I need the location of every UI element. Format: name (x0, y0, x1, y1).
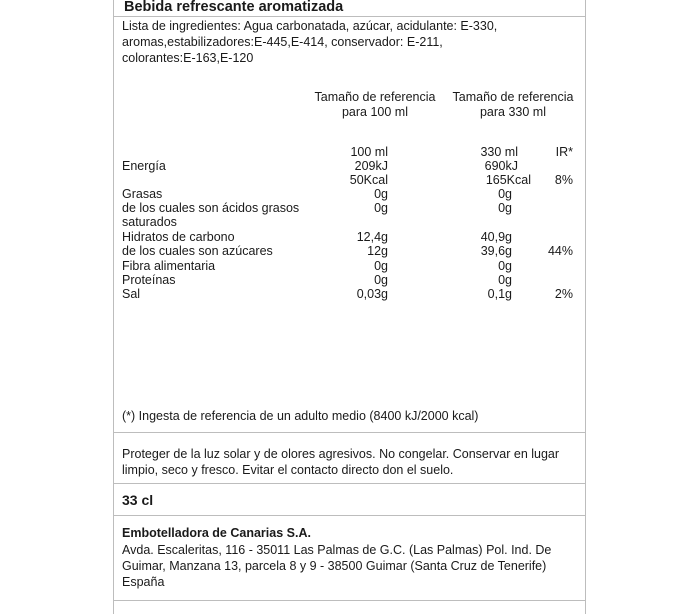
protein-label: Proteínas (122, 273, 176, 287)
fiber-label: Fibra alimentaria (122, 259, 216, 273)
address-line-2: Guimar, Manzana 13, parcela 8 y 9 - 38500 Guimar (Santa Cruz de Tenerife) (122, 559, 547, 573)
divider (113, 16, 586, 17)
salt-100: 0,03g (356, 287, 388, 301)
carbs-label: Hidratos de carbono (122, 230, 235, 244)
protein-100: 0g (374, 273, 388, 287)
address-line-1: Avda. Escaleritas, 116 - 35011 Las Palmas de G.C. (Las Palmas) Pol. Ind. De (122, 543, 552, 557)
energy-kcal-330: 165Kcal (485, 173, 531, 187)
saturated-100: 0g (374, 201, 388, 215)
sugars-label: de los cuales son azúcares (122, 244, 273, 258)
divider (113, 432, 586, 433)
col-100-header-line-2: para 100 ml (341, 105, 408, 119)
ingredients-line-3: colorantes:E-163,E-120 (122, 51, 254, 65)
saturated-330: 0g (498, 201, 512, 215)
carbs-330: 40,9g (480, 230, 512, 244)
fiber-330: 0g (498, 259, 512, 273)
col-330-header-line-1: Tamaño de referencia (452, 90, 574, 104)
fat-330: 0g (498, 187, 512, 201)
reference-intake-note: (*) Ingesta de referencia de un adulto medio (8400 kJ/2000 kcal) (122, 409, 479, 423)
energy-kj-330: 690kJ (484, 159, 518, 173)
manufacturer-name: Embotelladora de Canarias S.A. (122, 526, 311, 540)
col-100-header-line-1: Tamaño de referencia (314, 90, 436, 104)
fat-100: 0g (374, 187, 388, 201)
salt-330: 0,1g (487, 287, 512, 301)
saturated-label-line-2: saturados (122, 215, 177, 229)
product-title: Bebida refrescante aromatizada (124, 0, 344, 15)
fiber-100: 0g (374, 259, 388, 273)
saturated-label-line-1: de los cuales son ácidos grasos (122, 201, 300, 215)
divider (113, 515, 586, 516)
ingredients-line-1: Lista de ingredientes: Agua carbonatada, azúcar, acidulante: E-330, (122, 19, 498, 33)
sugars-100: 12g (367, 244, 388, 258)
divider (113, 483, 586, 484)
sugars-ir: 44% (547, 244, 573, 258)
address-line-3: España (122, 575, 165, 589)
unit-330ml: 330 ml (480, 145, 518, 159)
salt-ir: 2% (554, 287, 573, 301)
salt-label: Sal (122, 287, 141, 301)
ingredients-line-2: aromas,estabilizadores:E-445,E-414, conservador: E-211, (122, 35, 443, 49)
energy-kj-100: 209kJ (354, 159, 388, 173)
sugars-330: 39,6g (480, 244, 512, 258)
ir-header: IR* (555, 145, 573, 159)
energy-kcal-100: 50Kcal (349, 173, 388, 187)
volume: 33 cl (122, 492, 154, 508)
protein-330: 0g (498, 273, 512, 287)
carbs-100: 12,4g (356, 230, 388, 244)
energy-label: Energía (122, 159, 166, 173)
divider (113, 600, 586, 601)
unit-100ml: 100 ml (350, 145, 388, 159)
energy-ir: 8% (554, 173, 573, 187)
storage-line-2: limpio, seco y fresco. Evitar el contacto directo don el suelo. (122, 463, 454, 477)
storage-line-1: Proteger de la luz solar y de olores agresivos. No congelar. Conservar en lugar (122, 447, 560, 461)
col-330-header-line-2: para 330 ml (479, 105, 546, 119)
fat-label: Grasas (122, 187, 163, 201)
